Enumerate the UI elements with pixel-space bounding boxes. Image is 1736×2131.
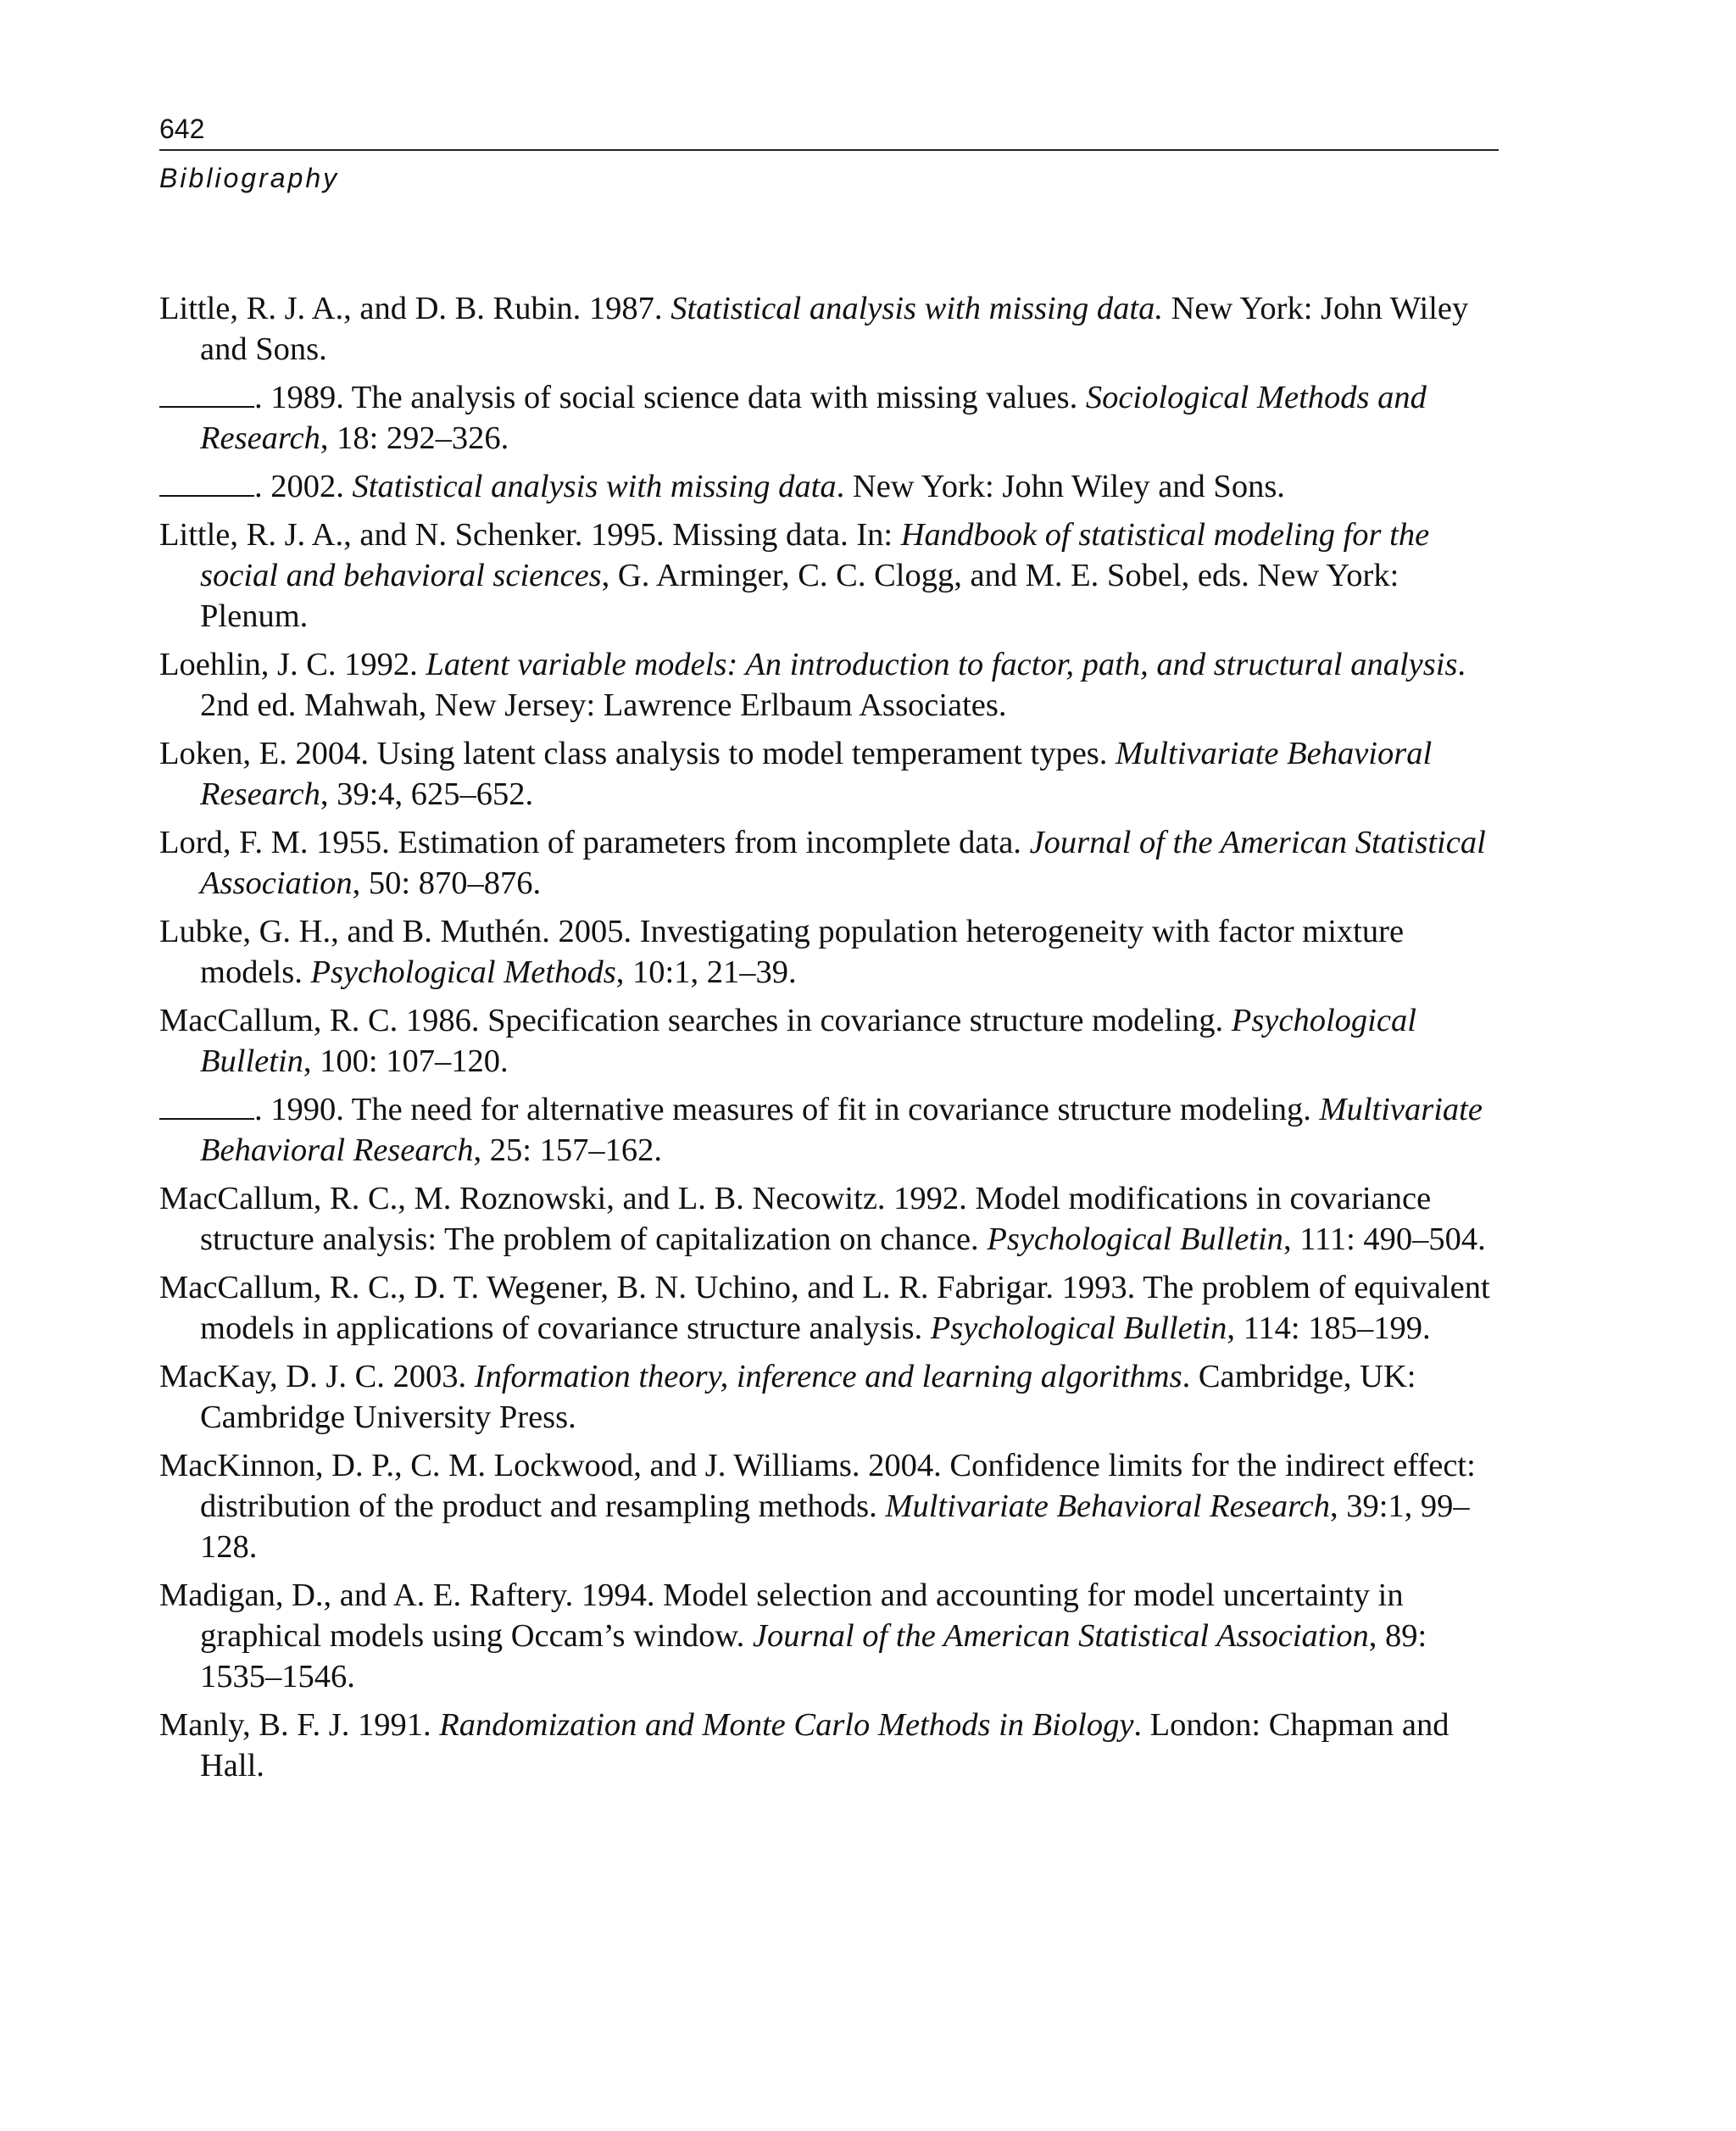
entry-tail: . 2nd ed. Mahwah, New Jersey: Lawrence Erlbaum Associates.: [200, 647, 1466, 723]
bib-entry: [159, 733, 1499, 815]
entry-tail: , 39:4, 625–652.: [320, 776, 534, 812]
same-author-dash: [159, 495, 254, 497]
entry-tail: , 50: 870–876.: [352, 865, 542, 901]
entry-lead: MacKay, D. J. C. 2003.: [159, 1359, 475, 1394]
entry-tail: , 25: 157–162.: [473, 1132, 662, 1168]
bib-entry: [159, 1445, 1499, 1567]
entry-tail: , 39:1, 99–128.: [200, 1488, 1470, 1565]
entry-lead: Loken, E. 2004. Using latent class analysis to model temperament types.: [159, 736, 1116, 771]
same-author-dash: [159, 1118, 254, 1120]
entry-lead: . 2002.: [254, 469, 353, 504]
entry-lead: MacCallum, R. C., D. T. Wegener, B. N. Uchino, and L. R. Fabrigar. 1993. The problem of equivalent models in applications of covariance structure analysis.: [159, 1270, 1490, 1346]
bib-entry: [159, 377, 1499, 459]
entry-lead: Lubke, G. H., and B. Muthén. 2005. Investigating population heterogeneity with factor mixture models.: [159, 914, 1405, 990]
entry-title: Information theory, inference and learning algorithms: [474, 1359, 1182, 1394]
bib-entry: [159, 1267, 1499, 1349]
header-rule: [159, 149, 1499, 151]
entry-title: Handbook of statistical modeling for the social and behavioral sciences: [200, 517, 1430, 593]
entry-title: Latent variable models: An introduction to factor, path, and structural analysis: [426, 647, 1458, 682]
entry-lead: . 1989. The analysis of social science data with missing values.: [254, 380, 1086, 415]
bib-entry: [159, 911, 1499, 993]
entry-lead: Manly, B. F. J. 1991.: [159, 1707, 440, 1743]
entry-lead: Little, R. J. A., and N. Schenker. 1995. Missing data. In:: [159, 517, 901, 553]
entry-title: Randomization and Monte Carlo Methods in Biology: [439, 1707, 1134, 1743]
entry-lead: . 1990. The need for alternative measures of fit in covariance structure modeling.: [254, 1092, 1320, 1127]
bib-entry: [159, 644, 1499, 726]
entry-lead: Loehlin, J. C. 1992.: [159, 647, 426, 682]
entry-lead: Madigan, D., and A. E. Raftery. 1994. Model selection and accounting for model uncertainty in graphical models using Occam’s window.: [159, 1577, 1404, 1654]
running-head: Bibliography: [159, 163, 340, 193]
bib-entry: [159, 1705, 1499, 1786]
bib-entry: [159, 466, 1499, 507]
same-author-dash: [159, 406, 254, 408]
entry-tail: , 10:1, 21–39.: [615, 954, 797, 990]
bib-entry: [159, 515, 1499, 637]
bib-entry: [159, 822, 1499, 904]
entry-lead: MacKinnon, D. P., C. M. Lockwood, and J. Williams. 2004. Confidence limits for the indirect effect: distribution of the product and resampling methods.: [159, 1448, 1476, 1524]
entry-title: Statistical analysis with missing data: [352, 469, 837, 504]
entry-lead: Lord, F. M. 1955. Estimation of parameters from incomplete data.: [159, 825, 1030, 860]
entry-tail: , G. Arminger, C. C. Clogg, and M. E. Sobel, eds. New York: Plenum.: [200, 558, 1399, 634]
entry-title: Multivariate Behavioral Research: [200, 1092, 1483, 1168]
entry-title: Journal of the American Statistical Association: [200, 825, 1486, 901]
entry-lead: MacCallum, R. C., M. Roznowski, and L. B. Necowitz. 1992. Model modifications in covariance structure analysis: The problem of capitalization on chance.: [159, 1181, 1432, 1257]
entry-title: Multivariate Behavioral Research: [885, 1488, 1330, 1524]
entry-tail: . Cambridge, UK: Cambridge University Press.: [200, 1359, 1416, 1435]
entry-title: Statistical analysis with missing data.: [670, 291, 1163, 326]
bib-entry: [159, 288, 1499, 370]
entry-lead: Little, R. J. A., and D. B. Rubin. 1987.: [159, 291, 671, 326]
bib-entry: [159, 1089, 1499, 1171]
entry-lead: MacCallum, R. C. 1986. Specification searches in covariance structure modeling.: [159, 1003, 1232, 1038]
entry-tail: , 114: 185–199.: [1227, 1310, 1431, 1346]
entry-title: Multivariate Behavioral Research: [200, 736, 1433, 812]
bib-entry: [159, 1356, 1499, 1438]
bib-entry: [159, 1178, 1499, 1260]
bib-entry: [159, 1575, 1499, 1697]
entry-title: Psychological Bulletin: [930, 1310, 1227, 1346]
entry-title: Psychological Bulletin: [200, 1003, 1416, 1079]
entry-tail: . New York: John Wiley and Sons.: [836, 469, 1285, 504]
bibliography-list: [159, 288, 1499, 1794]
entry-title: Sociological Methods and Research: [200, 380, 1427, 456]
entry-title: Psychological Bulletin: [987, 1221, 1283, 1257]
entry-title: Psychological Methods: [310, 954, 616, 990]
entry-tail: , 18: 292–326.: [320, 420, 509, 456]
bib-entry: [159, 1000, 1499, 1082]
page-number: 642: [159, 114, 205, 144]
entry-title: Journal of the American Statistical Association: [752, 1618, 1369, 1654]
entry-tail: . London: Chapman and Hall.: [200, 1707, 1449, 1783]
entry-tail: , 100: 107–120.: [303, 1043, 509, 1079]
entry-tail: New York: John Wiley and Sons.: [200, 291, 1469, 367]
entry-tail: , 111: 490–504.: [1283, 1221, 1486, 1257]
entry-tail: , 89: 1535–1546.: [200, 1618, 1427, 1694]
